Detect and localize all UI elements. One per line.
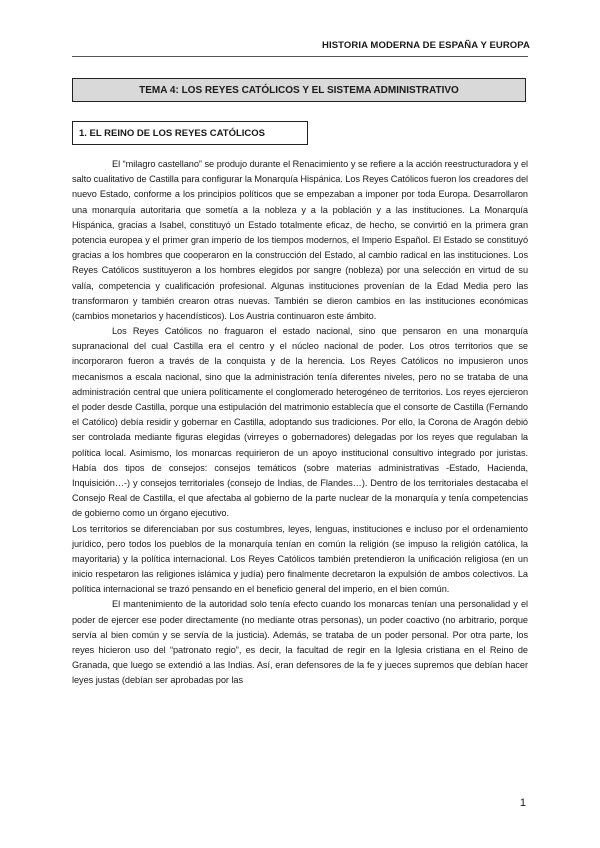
section-heading: 1. EL REINO DE LOS REYES CATÓLICOS <box>79 127 265 139</box>
section-heading-box <box>72 121 308 145</box>
paragraph-3: Los territorios se diferenciaban por sus costumbres, leyes, lenguas, instituciones e incluso por el ordenamiento jurídico, pero todos los pueblos de la monarquía tenían en común la religión (se impuso la religión católica, la mayoritaria) y la política internacional. Los Reyes Católicos también pretendieron la unificación religiosa (en un inicio respetaron las religiones islámica y judía) pero finalmente decretaron la expulsión de ambos colectivos. La política internacional se trazó pensando en el beneficio general del imperio, en el bien común. <box>72 523 528 595</box>
page-number: 1 <box>519 797 526 809</box>
header-divider <box>72 56 528 57</box>
paragraph-2: Los Reyes Católicos no fraguaron el estado nacional, sino que pensaron en una monarquía supranacional del cual Castilla era el centro y el núcleo nacional de poder. Los otros territorios que se incorporaron fueron a través de la conquista y de la herencia. Los Reyes Católicos no impusieron unos mecanismos a escala nacional, sino que la administración tenía diferentes niveles, pero no se trataba de una administración central que uniera políticamente el conglomerado heterogéneo de territorios. Los reyes ejercieron el poder desde Castilla, porque una estipulación del matrimonio establecía que el consorte de Castilla (Fernando el Católico) debía residir y gobernar en Castilla, adoptando sus tradiciones. Por ello, la Corona de Aragón debió ser controlada mediante figuras elegidas (virreyes o gobernadores) delegadas por los reyes que regulaban la política local. Asimismo, los monarcas requirieron de un apoyo institucional consultivo integrado por juristas. Había dos tipos de consejos: consejos temáticos (sobre materias administrativas -Estado, Hacienda, Inquisición…-) y consejos territoriales (consejo de Indias, de Flandes…). Dentro de los territoriales destacaba el Consejo Real de Castilla, el que afectaba al gobierno de la parte nuclear de la monarquía y tenía competencias de gobierno como un órgano ejecutivo. <box>72 326 528 519</box>
paragraph-1: El “milagro castellano” se produjo durante el Renacimiento y se refiere a la acción reestructuradora y el salto cualitativo de Castilla para configurar la Monarquía Hispánica. Los Reyes Católicos fueron los creadores del nuevo Estado, conforme a los principios políticos que se empezaban a imponer por toda Europa. Desarrollaron una monarquía autoritaria que sometía a la nobleza y a la población y a las instituciones. La Monarquía Hispánica, gracias a Isabel, constituyó un Estado totalmente eficaz, de hecho, se convirtió en la primera gran potencia europea y el primer gran imperio de los tiempos modernos, el Imperio Español. El Estado se constituyó gracias a los hombres que cooperaron en la construcción del Estado, al cambio radical en las instituciones. Los Reyes Católicos sustituyeron a los hombres elegidos por sangre (nobleza) por una selección en virtud de su valía, competencia y cualificación profesional. Algunas instituciones provenían de la Edad Media pero las transformaron y también crearon otras nuevas. También se dieron cambios en las instituciones económicas (cambios monetarios y hacendísticos). Los Austria continuaron este ámbito. <box>72 159 528 321</box>
running-header: HISTORIA MODERNA DE ESPAÑA Y EUROPA <box>322 40 530 51</box>
body-text <box>72 157 528 689</box>
chapter-title: TEMA 4: LOS REYES CATÓLICOS Y EL SISTEMA ADMINISTRATIVO <box>139 84 459 96</box>
paragraph-4: El mantenimiento de la autoridad solo tenía efecto cuando los monarcas tenían una personalidad y el poder de ejercer ese poder directamente (no mediante otras personas), un poder coactivo (no arbitrario, porque servía al bien común y se servía de la justicia). Además, se trataba de un poder personal. Por otra parte, los reyes hicieron uso del “patronato regio”, es decir, la facultad de regir en la Iglesia cristiana en el Reino de Granada, que luego se extendió a las Indias. Así, eran defensores de la fe y jueces supremos que debían hacer leyes justas (debían ser aprobadas por las <box>72 599 528 686</box>
chapter-title-box <box>72 78 526 102</box>
